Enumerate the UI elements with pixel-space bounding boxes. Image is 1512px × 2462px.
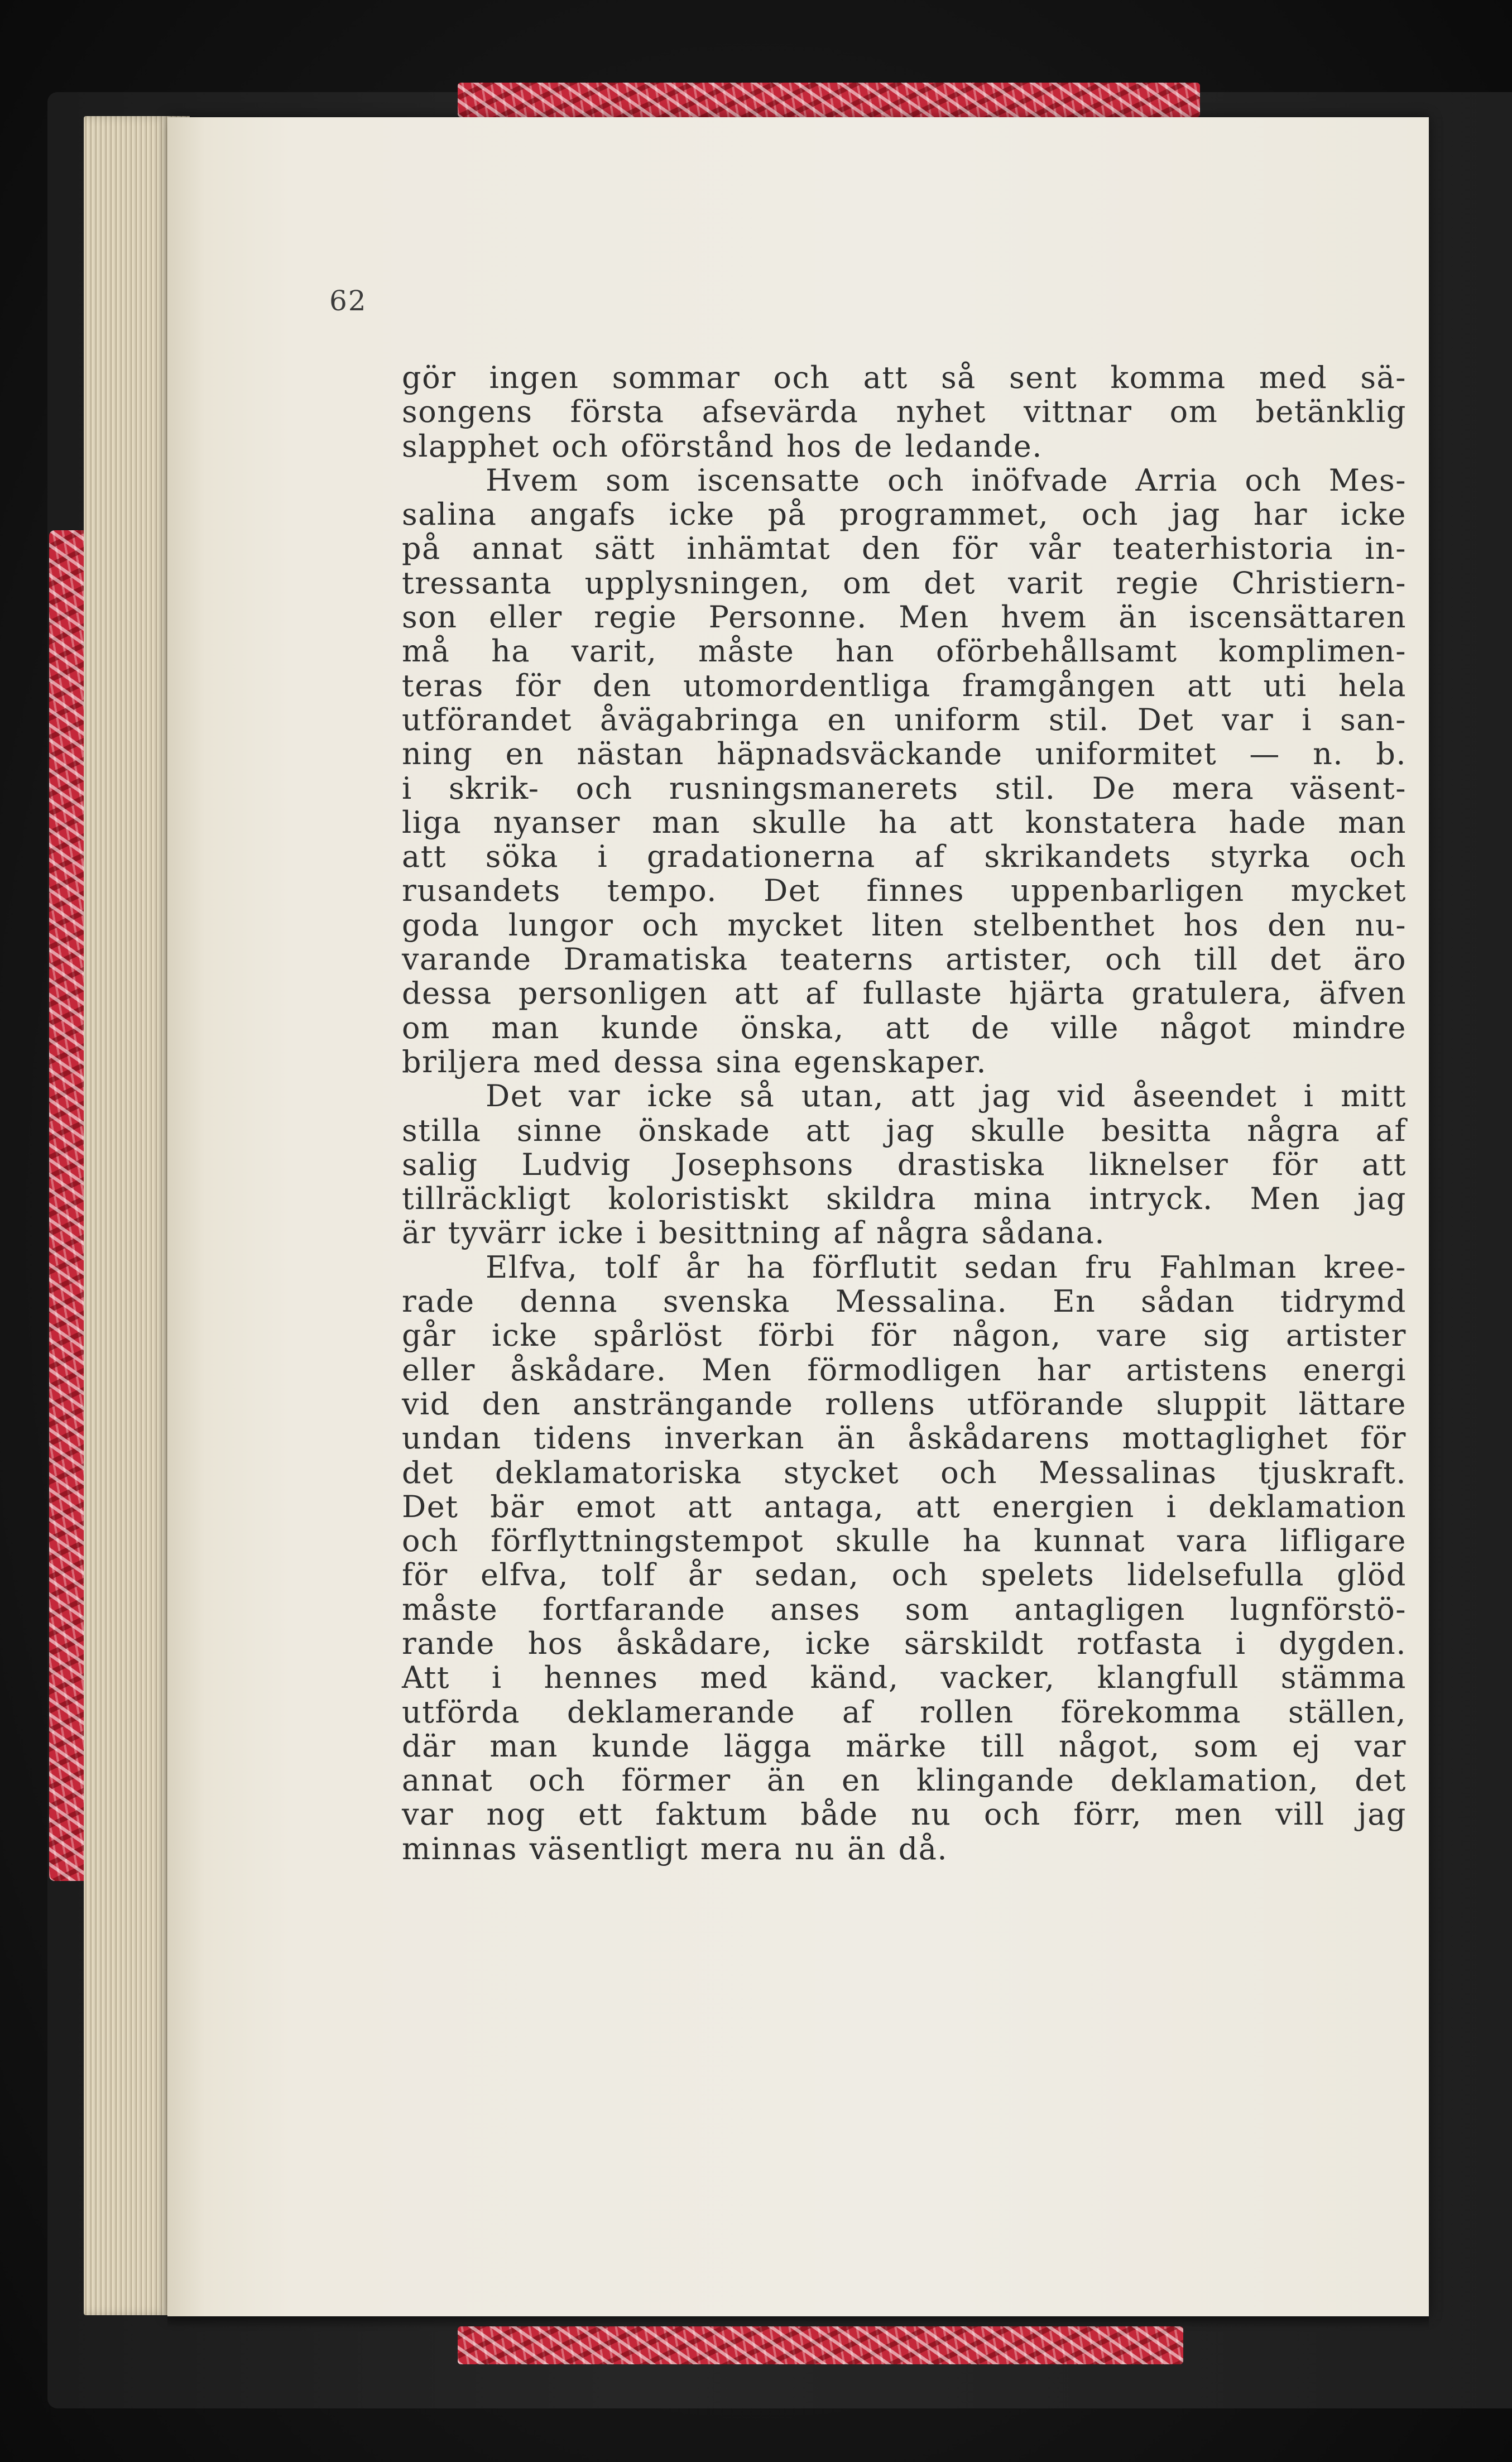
- text-line: undan tidens inverkan än åskådarens mottaglighet för: [402, 1420, 1407, 1456]
- text-line: tressanta upplysningen, om det varit regie Christiern-: [402, 565, 1407, 601]
- text-line: salina angafs icke på programmet, och jag har icke: [402, 497, 1407, 532]
- text-line: rusandets tempo. Det finnes uppenbarligen mycket: [402, 873, 1407, 909]
- text-line: är tyvärr icke i besittning af några sådana.: [402, 1215, 1105, 1251]
- text-line: går icke spårlöst förbi för någon, vare sig artister: [402, 1318, 1407, 1354]
- text-line: minnas väsentligt mera nu än då.: [402, 1831, 948, 1866]
- text-line: det deklamatoriska stycket och Messalinas tjuskraft.: [402, 1455, 1407, 1490]
- text-line: briljera med dessa sina egenskaper.: [402, 1044, 987, 1079]
- text-line: tillräckligt koloristiskt skildra mina intryck. Men jag: [402, 1181, 1407, 1217]
- text-line: Att i hennes med känd, vacker, klangfull stämma: [402, 1660, 1407, 1696]
- marbled-edge-bottom: [458, 2326, 1183, 2364]
- text-line: annat och förmer än en klingande deklamation, det: [402, 1763, 1407, 1798]
- text-line: varande Dramatiska teaterns artister, och till det äro: [402, 942, 1407, 977]
- text-line: för elfva, tolf år sedan, och spelets lidelsefulla glöd: [402, 1557, 1407, 1593]
- marbled-edge-top: [458, 83, 1200, 117]
- page-shadow: [167, 2316, 1429, 2329]
- text-line: rande hos åskådare, icke särskildt rotfasta i dygden.: [402, 1625, 1407, 1661]
- text-line: där man kunde lägga märke till något, som ej var: [402, 1728, 1407, 1764]
- text-line: liga nyanser man skulle ha att konstatera hade man: [402, 804, 1407, 840]
- text-line: goda lungor och mycket liten stelbenthet hos den nu-: [402, 907, 1407, 943]
- text-line: stilla sinne önskade att jag skulle besitta några af: [402, 1112, 1407, 1148]
- text-line: salig Ludvig Josephsons drastiska liknelser för att: [402, 1146, 1407, 1182]
- text-line: i skrik- och rusningsmanerets stil. De mera väsent-: [402, 770, 1407, 806]
- text-line: Hvem som iscensatte och inöfvade Arria och Mes-: [486, 462, 1407, 498]
- text-line: songens första afsevärda nyhet vittnar om betänklig: [402, 394, 1407, 430]
- text-line: teras för den utomordentliga framgången att uti hela: [402, 668, 1407, 703]
- text-line: om man kunde önska, att de ville något mindre: [402, 1010, 1407, 1045]
- text-line: Det bär emot att antaga, att energien i deklamation: [402, 1489, 1407, 1524]
- text-line: utförda deklamerande af rollen förekomma ställen,: [402, 1694, 1407, 1730]
- text-line: utförandet åvägabringa en uniform stil. Det var i san-: [402, 702, 1407, 737]
- text-line: gör ingen sommar och att så sent komma med sä-: [402, 360, 1407, 395]
- text-line: och förflyttningstempot skulle ha kunnat vara lifligare: [402, 1523, 1407, 1559]
- text-line: rade denna svenska Messalina. En sådan tidrymd: [402, 1284, 1407, 1319]
- text-line: eller åskådare. Men förmodligen har artistens energi: [402, 1352, 1407, 1388]
- page-number: 62: [329, 285, 367, 317]
- text-line: son eller regie Personne. Men hvem än iscensättaren: [402, 599, 1407, 635]
- text-line: må ha varit, måste han oförbehållsamt komplimen-: [402, 634, 1407, 669]
- text-line: dessa personligen att af fullaste hjärta gratulera, äfven: [402, 976, 1407, 1011]
- text-line: att söka i gradationerna af skrikandets styrka och: [402, 839, 1407, 875]
- text-line: var nog ett faktum både nu och förr, men vill jag: [402, 1797, 1407, 1832]
- text-line: Det var icke så utan, att jag vid åseendet i mitt: [486, 1078, 1407, 1114]
- text-line: måste fortfarande anses som antagligen lugnförstö-: [402, 1591, 1407, 1627]
- text-line: ning en nästan häpnadsväckande uniformitet — n. b.: [402, 736, 1407, 772]
- text-line: på annat sätt inhämtat den för vår teaterhistoria in-: [402, 531, 1407, 567]
- body-text: [402, 361, 1407, 1866]
- text-line: slapphet och oförstånd hos de ledande.: [402, 428, 1043, 464]
- text-line: vid den ansträngande rollens utförande sluppit lättare: [402, 1386, 1407, 1422]
- text-line: Elfva, tolf år ha förflutit sedan fru Fahlman kree-: [486, 1249, 1407, 1285]
